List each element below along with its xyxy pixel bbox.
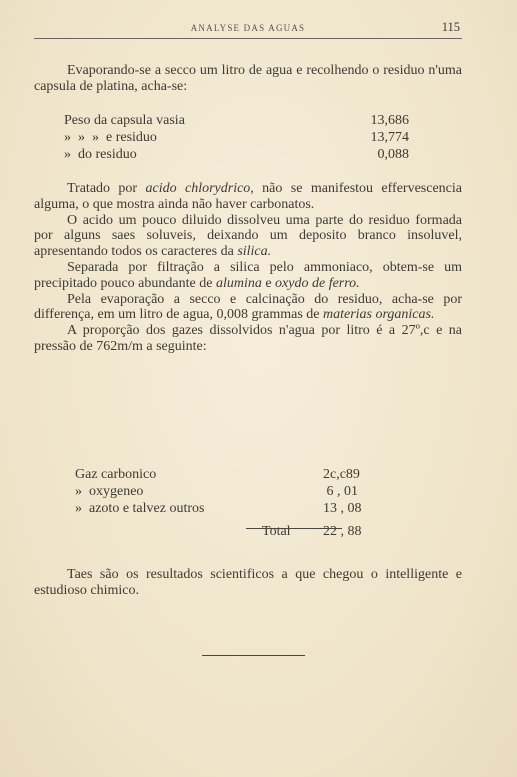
- paragraph-evaporation: [34, 292, 462, 324]
- paragraph-gases: A proporção dos gazes dissolvidos n'agua por litro é a 27º,c e na pressão de 762m/m a seguinte:: [34, 323, 462, 354]
- paragraph-acid: [34, 181, 462, 213]
- table-row: [75, 467, 415, 484]
- italic-term: oxydo de ferro.: [275, 275, 360, 291]
- closing-paragraph: [34, 567, 462, 599]
- row-label: » do residuo: [64, 147, 137, 162]
- text-span: O acido um pouco diluido dissolveu uma parte do residuo formada por alguns saes soluveis, deixando um deposito branco insoluvel, apresentando todos os caracteres da: [34, 212, 462, 260]
- body-text: [34, 181, 462, 355]
- gas-table: [75, 467, 415, 541]
- intro-paragraph: Evaporando-se a secco um litro de agua e recolhendo o residuo n'uma capsula de platina, acha-se:: [34, 63, 462, 94]
- paragraph-residue: [34, 213, 462, 260]
- running-title: ANALYSE DAS AGUAS: [190, 23, 306, 33]
- italic-term: acido chlorydrico,: [145, 181, 254, 196]
- row-value: 6 , 01: [323, 484, 358, 499]
- row-label: » oxygeneo: [75, 484, 144, 499]
- table-row: [64, 130, 409, 147]
- end-rule: [202, 655, 305, 656]
- table-row: [75, 501, 415, 518]
- text-span: e: [261, 275, 276, 291]
- text-span: não se manifestou effervescencia alguma, o que mostra ainda não haver carbonatos.: [34, 181, 463, 212]
- page-header: [34, 20, 462, 39]
- row-label: Peso da capsula vasia: [64, 113, 185, 128]
- italic-term: alumina: [215, 275, 262, 291]
- total-row: [75, 524, 415, 541]
- row-value: 0,088: [377, 147, 409, 162]
- row-value: 13 , 08: [323, 501, 362, 516]
- table-row: [64, 113, 409, 130]
- italic-term: silica.: [237, 244, 272, 260]
- table-row: [64, 147, 409, 164]
- row-value: 2c,c89: [323, 467, 360, 482]
- text-span: Tratado por: [67, 181, 146, 196]
- page-number: 115: [441, 20, 460, 34]
- paragraph-closing: Taes são os resultados scientificos a que chegou o intelligente e estudioso chimico.: [34, 567, 462, 598]
- total-value: 22 , 88: [323, 524, 362, 539]
- row-label: » azoto e talvez outros: [75, 501, 205, 516]
- row-value: 13,774: [370, 130, 409, 145]
- paragraph-filtration: [34, 260, 462, 292]
- italic-term: materias organicas.: [322, 307, 435, 323]
- total-label: Total: [262, 524, 291, 539]
- weight-table: [64, 113, 409, 164]
- text-span: Separada por filtração a silica pelo ammoniaco, obtem-se um precipitado pouco abundante de: [34, 259, 462, 291]
- row-label: » » » e residuo: [64, 130, 157, 145]
- sum-rule: [246, 528, 342, 529]
- text-span: Pela evaporação a secco e calcinação do residuo, acha-se por differença, em um litro de agua, 0,008 grammas de: [34, 291, 462, 323]
- row-value: 13,686: [370, 113, 409, 128]
- table-row: [75, 484, 415, 501]
- row-label: Gaz carbonico: [75, 467, 157, 482]
